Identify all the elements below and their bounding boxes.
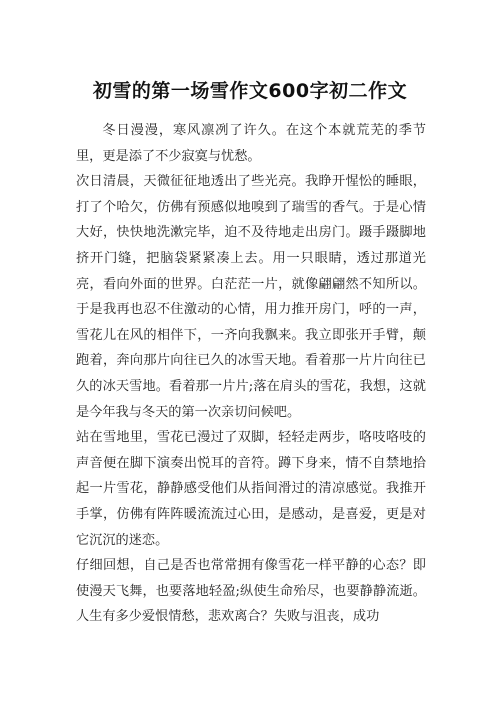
paragraph: 次日清晨，天微征征地透出了些光亮。我睁开惺忪的睡眼，打了个哈欠，仿佛有预感似地嗅到了瑞雪的香气。于是心情大好，快快地洗漱完毕，迫不及待地走出房门。蹑手蹑脚地挤开门缝，把脑袋紧紧凑上去。用一只眼睛，透过那道光亮，看向外面的世界。白茫茫一片，就像翩翩然不知所以。于是我再也忍不住激动的心情，用力推开房门，呼的一声，雪花儿在风的相伴下，一齐向我飘来。我立即张开手臂，颠跑着，奔向那片向往已久的冰雪天地。看着那一片片向往已久的冰天雪地。看着那一片片;落在肩头的雪花，我想，这就是今年我与冬天的第一次亲切问候吧。 xyxy=(76,174,426,420)
document-body xyxy=(76,118,426,630)
paragraph: 冬日漫漫，寒风凛冽了许久。在这个本就荒芜的季节里，更是添了不少寂寞与忧愁。 xyxy=(76,123,426,164)
document-title: 初雪的第一场雪作文600字初二作文 xyxy=(92,80,408,102)
paragraph: 仔细回想，自己是否也常常拥有像雪花一样平静的心态？即使漫天飞舞，也要落地轻盈;纵使生命殆尽，也要静静流逝。人生有多少爱恨情愁，悲欢离合？失败与沮丧，成功 xyxy=(76,558,426,625)
paragraph: 站在雪地里，雪花已漫过了双脚，轻轻走两步，咯吱咯吱的声音便在脚下演奏出悦耳的音符。蹲下身来，情不自禁地拾起一片雪花，静静感受他们从指间滑过的清凉感觉。我推开手掌，仿佛有阵阵暖流流过心田，是感动，是喜爱，更是对它沉沉的迷恋。 xyxy=(76,430,426,548)
